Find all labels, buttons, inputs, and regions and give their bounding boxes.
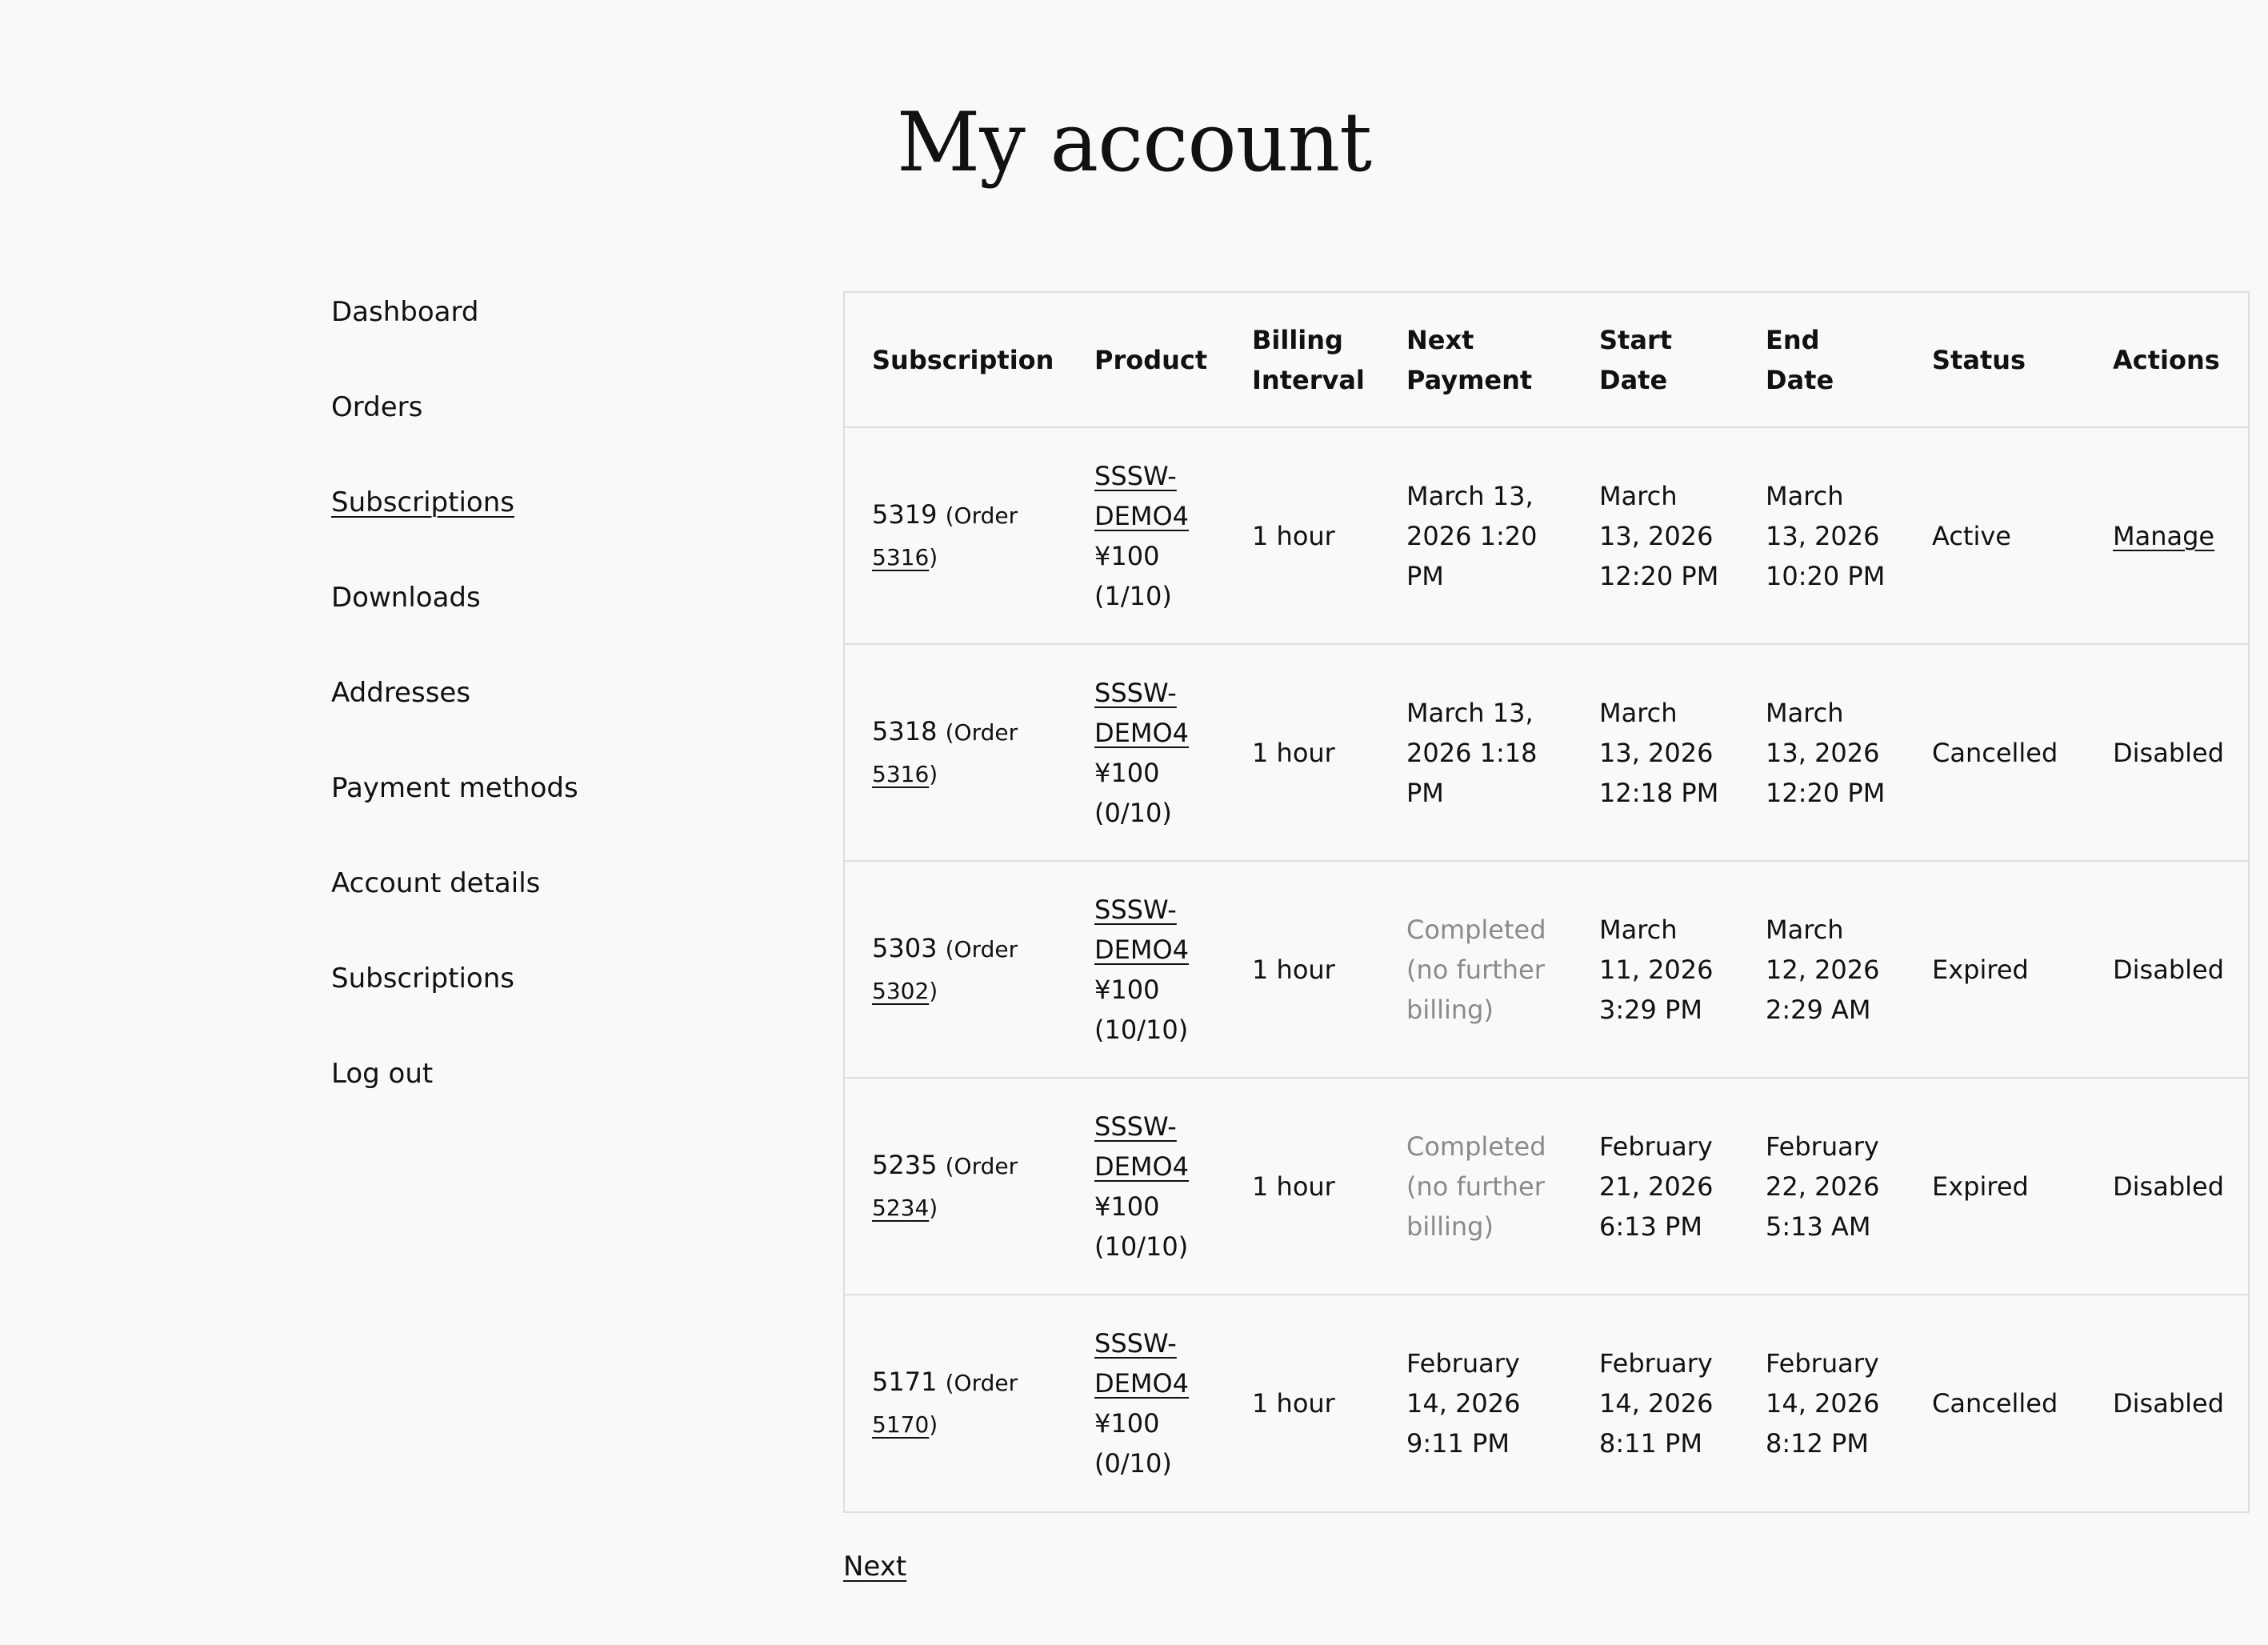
nav-item-addresses bbox=[331, 670, 811, 766]
nav-item-orders bbox=[331, 385, 811, 480]
product-price: ¥100 bbox=[1094, 1191, 1160, 1222]
nav-link-log-out[interactable]: Log out bbox=[331, 1058, 434, 1090]
actions-cell bbox=[2086, 427, 2248, 644]
start-date-cell: March 13, 2026 12:20 PM bbox=[1599, 480, 1719, 591]
table-row bbox=[845, 861, 2248, 1078]
subscription-id: 5318 bbox=[872, 715, 938, 746]
nav-item-subscriptions-2 bbox=[331, 956, 811, 1051]
order-prefix: (Order bbox=[945, 502, 1018, 529]
order-suffix: ) bbox=[929, 1411, 938, 1438]
nav-item-dashboard bbox=[331, 290, 811, 385]
start-date-cell: February 14, 2026 8:11 PM bbox=[1599, 1348, 1714, 1459]
subscription-id: 5303 bbox=[872, 932, 938, 963]
nav-link-subscriptions-2[interactable]: Subscriptions bbox=[331, 963, 514, 995]
header-row bbox=[845, 293, 2248, 427]
header-start-date: Start Date bbox=[1599, 324, 1673, 395]
table-row bbox=[845, 644, 2248, 861]
product-link[interactable]: SSSW-DEMO4 bbox=[1094, 1111, 1190, 1182]
nav-link-orders[interactable]: Orders bbox=[331, 391, 423, 423]
header-actions: Actions bbox=[2113, 344, 2220, 375]
actions-cell: Disabled bbox=[2113, 1171, 2225, 1202]
nav-item-log-out bbox=[331, 1051, 811, 1147]
table-header bbox=[845, 293, 2248, 427]
subscription-cell bbox=[845, 644, 1067, 861]
actions-cell: Disabled bbox=[2113, 1388, 2225, 1419]
next-payment-cell: February 14, 2026 9:11 PM bbox=[1406, 1348, 1521, 1459]
billing-interval-cell: 1 hour bbox=[1252, 954, 1335, 985]
start-date-cell: March 13, 2026 12:18 PM bbox=[1599, 697, 1719, 808]
billing-interval-cell: 1 hour bbox=[1252, 1388, 1335, 1419]
end-date-cell: February 22, 2026 5:13 AM bbox=[1766, 1131, 1880, 1242]
product-price: ¥100 bbox=[1094, 540, 1160, 571]
subscription-cell bbox=[845, 1295, 1067, 1511]
actions-cell: Disabled bbox=[2113, 737, 2225, 768]
product-price: ¥100 bbox=[1094, 1408, 1160, 1439]
order-prefix: (Order bbox=[945, 718, 1018, 746]
product-cell bbox=[1067, 1295, 1225, 1511]
pagination-next-link[interactable]: Next bbox=[843, 1551, 907, 1583]
next-payment-cell: Completed (no further billing) bbox=[1406, 1131, 1546, 1242]
product-count: (10/10) bbox=[1094, 1014, 1189, 1045]
product-link[interactable]: SSSW-DEMO4 bbox=[1094, 894, 1190, 965]
product-link[interactable]: SSSW-DEMO4 bbox=[1094, 460, 1190, 531]
order-link[interactable]: 5302 bbox=[872, 977, 930, 1004]
account-navigation bbox=[331, 290, 811, 1147]
product-cell bbox=[1067, 1078, 1225, 1295]
status-cell: Expired bbox=[1932, 1171, 2029, 1202]
order-link[interactable]: 5170 bbox=[872, 1411, 930, 1438]
product-link[interactable]: SSSW-DEMO4 bbox=[1094, 1328, 1190, 1399]
order-link[interactable]: 5316 bbox=[872, 543, 930, 570]
order-suffix: ) bbox=[929, 1194, 938, 1221]
billing-interval-cell: 1 hour bbox=[1252, 1171, 1335, 1202]
nav-item-subscriptions bbox=[331, 480, 811, 575]
next-payment-cell: Completed (no further billing) bbox=[1406, 914, 1546, 1025]
product-count: (1/10) bbox=[1094, 580, 1172, 611]
subscription-id: 5319 bbox=[872, 498, 938, 530]
end-date-cell: February 14, 2026 8:12 PM bbox=[1766, 1348, 1880, 1459]
status-cell: Expired bbox=[1932, 954, 2029, 985]
subscriptions-table-container bbox=[843, 291, 2250, 1513]
status-cell: Active bbox=[1932, 520, 2011, 551]
subscription-id: 5235 bbox=[872, 1149, 938, 1180]
table-row bbox=[845, 1295, 2248, 1511]
start-date-cell: March 11, 2026 3:29 PM bbox=[1599, 914, 1714, 1025]
subscription-cell bbox=[845, 861, 1067, 1078]
header-subscription: Subscription bbox=[872, 344, 1054, 375]
nav-item-payment-methods bbox=[331, 766, 811, 861]
order-suffix: ) bbox=[929, 977, 938, 1004]
billing-interval-cell: 1 hour bbox=[1252, 520, 1335, 551]
product-cell bbox=[1067, 427, 1225, 644]
actions-cell: Disabled bbox=[2113, 954, 2225, 985]
product-count: (0/10) bbox=[1094, 1448, 1172, 1479]
header-end-date: End Date bbox=[1766, 324, 1834, 395]
product-price: ¥100 bbox=[1094, 974, 1160, 1005]
product-link[interactable]: SSSW-DEMO4 bbox=[1094, 677, 1190, 748]
header-status: Status bbox=[1932, 344, 2026, 375]
nav-item-downloads bbox=[331, 575, 811, 670]
product-count: (10/10) bbox=[1094, 1231, 1189, 1262]
product-count: (0/10) bbox=[1094, 797, 1172, 828]
subscriptions-table bbox=[845, 293, 2248, 1511]
page-title: My account bbox=[896, 95, 1372, 190]
order-prefix: (Order bbox=[945, 1152, 1018, 1179]
end-date-cell: March 13, 2026 10:20 PM bbox=[1766, 480, 1886, 591]
order-prefix: (Order bbox=[945, 935, 1018, 963]
product-cell bbox=[1067, 644, 1225, 861]
product-price: ¥100 bbox=[1094, 757, 1160, 788]
order-link[interactable]: 5234 bbox=[872, 1194, 930, 1221]
nav-link-account-details[interactable]: Account details bbox=[331, 867, 541, 899]
status-cell: Cancelled bbox=[1932, 737, 2058, 768]
nav-link-dashboard[interactable]: Dashboard bbox=[331, 296, 479, 328]
manage-link[interactable]: Manage bbox=[2113, 520, 2215, 551]
table-body bbox=[845, 427, 2248, 1511]
product-cell bbox=[1067, 861, 1225, 1078]
table-row bbox=[845, 427, 2248, 644]
end-date-cell: March 13, 2026 12:20 PM bbox=[1766, 697, 1886, 808]
table-row bbox=[845, 1078, 2248, 1295]
billing-interval-cell: 1 hour bbox=[1252, 737, 1335, 768]
next-payment-cell: March 13, 2026 1:20 PM bbox=[1406, 480, 1538, 591]
status-cell: Cancelled bbox=[1932, 1388, 2058, 1419]
header-billing-interval: Billing Interval bbox=[1252, 324, 1365, 395]
start-date-cell: February 21, 2026 6:13 PM bbox=[1599, 1131, 1714, 1242]
order-suffix: ) bbox=[929, 760, 938, 787]
next-payment-cell: March 13, 2026 1:18 PM bbox=[1406, 697, 1538, 808]
nav-link-downloads[interactable]: Downloads bbox=[331, 582, 481, 614]
order-link[interactable]: 5316 bbox=[872, 760, 930, 787]
end-date-cell: March 12, 2026 2:29 AM bbox=[1766, 914, 1880, 1025]
subscription-cell bbox=[845, 1078, 1067, 1295]
order-suffix: ) bbox=[929, 543, 938, 570]
subscription-cell bbox=[845, 427, 1067, 644]
nav-link-payment-methods[interactable]: Payment methods bbox=[331, 772, 578, 804]
header-product: Product bbox=[1094, 344, 1208, 375]
header-next-payment: Next Payment bbox=[1406, 324, 1533, 395]
nav-link-subscriptions-current[interactable]: Subscriptions bbox=[331, 486, 514, 518]
nav-item-account-details bbox=[331, 861, 811, 956]
subscription-id: 5171 bbox=[872, 1367, 938, 1397]
nav-link-addresses[interactable]: Addresses bbox=[331, 677, 471, 709]
order-prefix: (Order bbox=[945, 1370, 1018, 1396]
